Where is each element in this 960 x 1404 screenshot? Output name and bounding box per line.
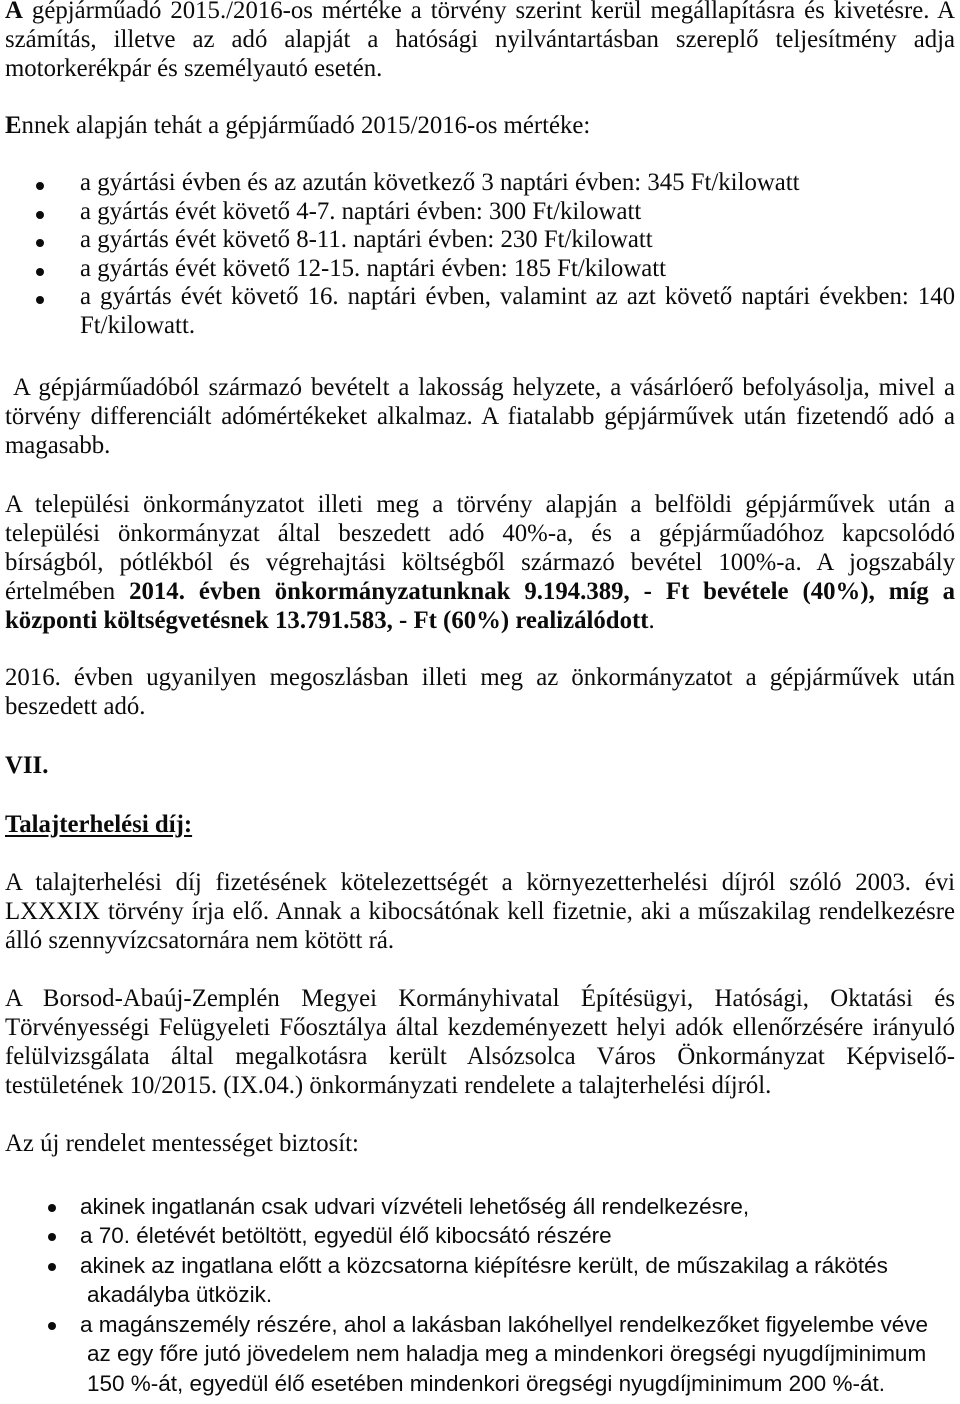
text-line: akinek ingatlanán csak udvari vízvételi lehetőség áll rendelkezésre,	[80, 1193, 750, 1219]
text-line: akadályba ütközik.	[87, 1282, 273, 1308]
text-span: nnek alapján tehát a gépjárműadó 2015/2016-os mértéke:	[21, 112, 591, 139]
section-heading	[5, 810, 955, 839]
bullet	[48, 1322, 56, 1330]
text-line: beszedett adó.	[5, 692, 146, 720]
bullet	[48, 1263, 56, 1271]
text-line	[5, 606, 955, 635]
bullet	[36, 239, 44, 247]
text-line: A talajterhelési díj fizetésének kötelezettségét a környezetterhelési díjról szóló 2003. évi	[5, 868, 955, 896]
list-item	[5, 169, 955, 198]
text-span: értelmében	[5, 577, 116, 605]
text-line: 150 %-át, egyedül élő esetében mindenkori öregségi nyugdíjminimum 200 %-át.	[87, 1370, 885, 1396]
text-line: felülvizsgálata által megalkotásra került Alsózsolca Város Önkormányzat Képviselő-	[5, 1042, 955, 1070]
text-line: az egy főre jutó jövedelem nem haladja meg a mindenkori öregségi nyugdíjminimum	[87, 1341, 927, 1367]
list-item	[5, 1310, 955, 1399]
list-item	[5, 255, 955, 284]
text-line: a gyártási évben és az azután következő 3 naptári évben: 345 Ft/kilowatt	[80, 169, 800, 196]
text-line: magasabb.	[5, 431, 111, 459]
text-span: .	[648, 606, 655, 634]
text-line: A gépjárműadóból származó bevételt a lakosság helyzete, a vásárlóerő befolyásolja, mivel a	[13, 373, 955, 401]
text-line: akinek az ingatlana előtt a közcsatorna kiépítésre került, de műszakilag a rákötés	[80, 1252, 888, 1278]
bullet	[36, 268, 44, 276]
fee-law-paragraph	[5, 868, 955, 955]
bullet	[48, 1233, 56, 1241]
list-item	[5, 1251, 955, 1310]
text-line: a gyártás évét követő 8-11. naptári évben: 230 Ft/kilowatt	[80, 226, 653, 254]
text-line: a gyártás évét követő 4-7. naptári évben: 300 Ft/kilowatt	[80, 197, 642, 225]
list-item	[5, 1192, 955, 1222]
exemptions-list	[5, 1192, 955, 1399]
bullet	[48, 1204, 56, 1212]
text-line: A települési önkormányzatot illeti meg a törvény alapján a belföldi gépjárművek után a	[5, 490, 955, 518]
text-line: 2016. évben ugyanilyen megoszlásban illeti meg az önkormányzatot a gépjárművek után	[5, 663, 955, 691]
text-line	[5, 111, 955, 140]
bold-amount-text: 2014. évben önkormányzatunknak 9.194.389, - Ft bevétele (40%), míg a	[129, 577, 955, 605]
bold-amount-text: központi költségvetésnek 13.791.583, - Ft (60%) realizálódott	[5, 606, 649, 634]
list-item	[5, 198, 955, 227]
text-line: álló szennyvízcsatornára nem kötött rá.	[5, 926, 395, 954]
section-title: Talajterhelési díj:	[5, 810, 193, 838]
section-number: VII.	[5, 751, 49, 779]
list-item	[5, 1221, 955, 1251]
review-paragraph	[5, 984, 955, 1100]
text-line: bírságból, pótlékból és végrehajtási költségből származó bevétel 100%-a. A jogszabály	[5, 548, 955, 576]
text-line: a magánszemély részére, ahol a lakásban lakóhellyel rendelkezőket figyelembe véve	[80, 1311, 928, 1337]
year-2016-paragraph	[5, 663, 955, 721]
text-line: a gyártás évét követő 16. naptári évben, valamint az azt követő naptári években: 140	[80, 283, 955, 311]
text-span: gépjárműadó 2015./2016-os mértéke a törvény szerint kerül megállapításra és kivetésre. A	[31, 0, 955, 24]
text-line: A Borsod-Abaúj-Zemplén Megyei Kormányhivatal Építésügyi, Hatósági, Oktatási és	[5, 984, 955, 1012]
rates-list	[5, 169, 955, 341]
text-line: települési önkormányzat által beszedett adó 40%-a, és a gépjárműadóhoz kapcsolódó	[5, 519, 955, 547]
rates-title	[5, 111, 955, 140]
bullet	[36, 182, 44, 190]
bold-lead: A	[5, 0, 23, 24]
text-line: a 70. életévét betöltött, egyedül élő kibocsátó részére	[80, 1223, 612, 1249]
bullet	[36, 296, 44, 304]
exemptions-intro: Az új rendelet mentességet biztosít:	[5, 1129, 359, 1157]
bullet	[36, 211, 44, 219]
text-line: Törvényességi Felügyeleti Főosztálya által kezdeményezett helyi adók ellenőrzésére irányuló	[5, 1013, 955, 1041]
list-item	[5, 226, 955, 255]
text-line	[5, 577, 955, 606]
intro-paragraph	[5, 0, 955, 83]
text-line: motorkerékpár és személyautó esetén.	[5, 55, 383, 82]
list-item	[5, 283, 955, 340]
text-line	[5, 0, 955, 25]
text-line: LXXXIX törvény írja elő. Annak a kibocsátónak kell fizetnie, aki a műszakilag rendelkezésre	[5, 897, 955, 925]
municipal-share-paragraph	[5, 490, 955, 635]
text-line: a gyártás évét követő 12-15. naptári évben: 185 Ft/kilowatt	[80, 254, 667, 282]
text-line: testületének 10/2015. (IX.04.) önkormányzati rendelete a talajterhelési díjról.	[5, 1071, 772, 1099]
text-line: Ft/kilowatt.	[80, 311, 196, 339]
revenue-paragraph	[5, 373, 955, 460]
bold-lead: E	[5, 112, 22, 139]
text-line: számítás, illetve az adó alapját a hatósági nyilvántartásban szereplő teljesítmény adja	[5, 26, 955, 53]
text-line: törvény differenciált adómértékeket alkalmaz. A fiatalabb gépjárművek után fizetendő adó a	[5, 402, 955, 430]
